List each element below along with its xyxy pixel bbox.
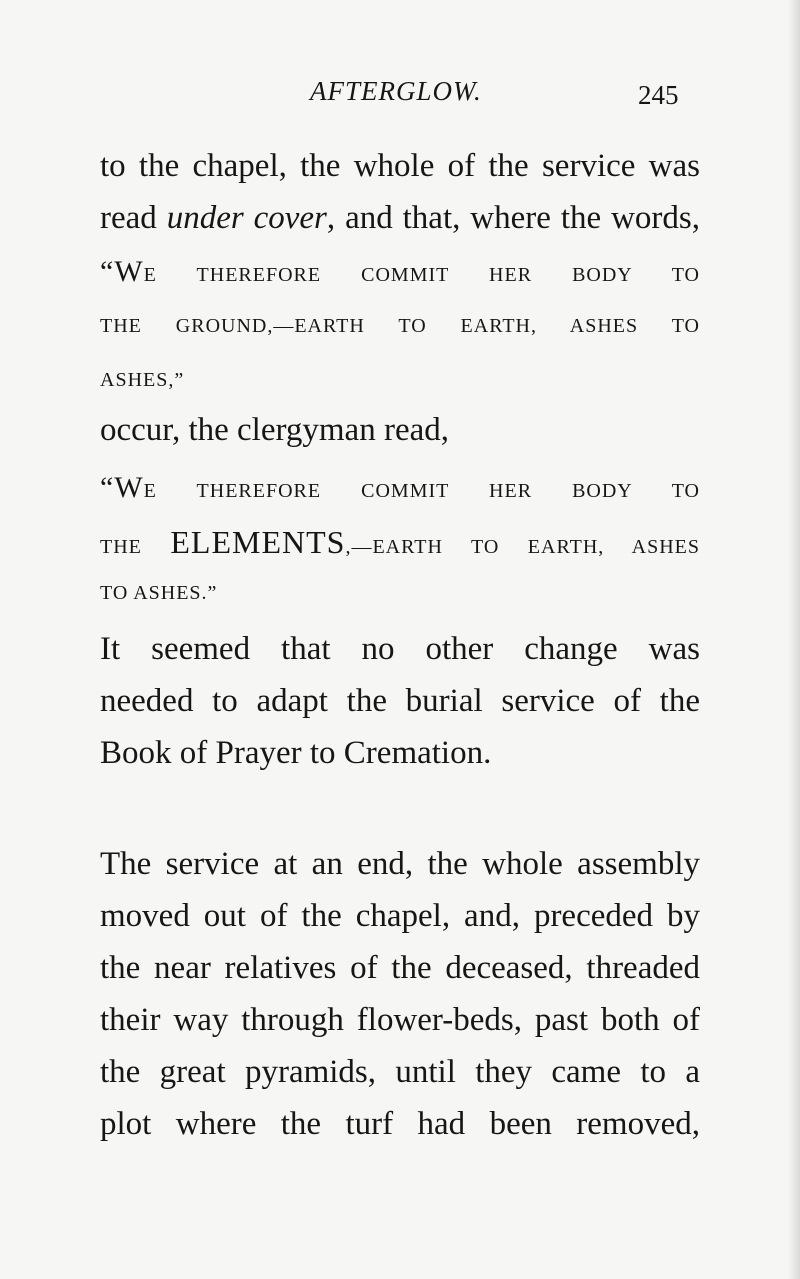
quote-text: ,—EARTH TO EARTH, ASHES [345,536,700,558]
text-line-15: the near relatives of the deceased, threaded [100,950,700,986]
text-line-13: The service at an end, the whole assembly [100,846,700,882]
quote-2-line-3: TO ASHES.” [100,582,218,604]
quote-text: THE [100,536,171,558]
quote-1-line-1 [100,257,700,290]
quote-text: E THEREFORE COMMIT HER BODY TO [143,480,700,502]
quote-2-line-1 [100,473,700,506]
text-fragment: , and that, where the words, [326,200,700,236]
running-head-title: AFTERGLOW. [310,76,482,106]
quote-initial: “W [100,471,144,504]
quote-initial: “W [100,255,144,288]
page-edge-shadow [788,0,800,1279]
quote-1-line-2: THE GROUND,—EARTH TO EARTH, ASHES TO [100,315,700,337]
text-line-12: Book of Prayer to Cremation. [100,735,492,771]
text-line-11: needed to adapt the burial service of the [100,683,700,719]
text-line-1: to the chapel, the whole of the service was [100,148,700,184]
text-line-18: plot where the turf had been removed, [100,1106,700,1142]
emphasized-word: ELEMENTS [170,524,346,560]
text-line-17: the great pyramids, until they came to a [100,1054,700,1090]
quote-1-line-3: ASHES,” [100,369,185,391]
italic-phrase: under cover [166,200,327,236]
quote-2-line-2 [100,524,700,562]
quote-text: E THEREFORE COMMIT HER BODY TO [143,264,700,286]
text-line-6: occur, the clergyman read, [100,412,449,448]
text-fragment: read [100,200,167,236]
page-number: 245 [638,80,679,110]
running-head [0,76,800,116]
text-line-10: It seemed that no other change was [100,631,700,667]
text-line-16: their way through flower-beds, past both of [100,1002,700,1038]
text-line-14: moved out of the chapel, and, preceded by [100,898,700,934]
text-line-2 [100,198,700,238]
